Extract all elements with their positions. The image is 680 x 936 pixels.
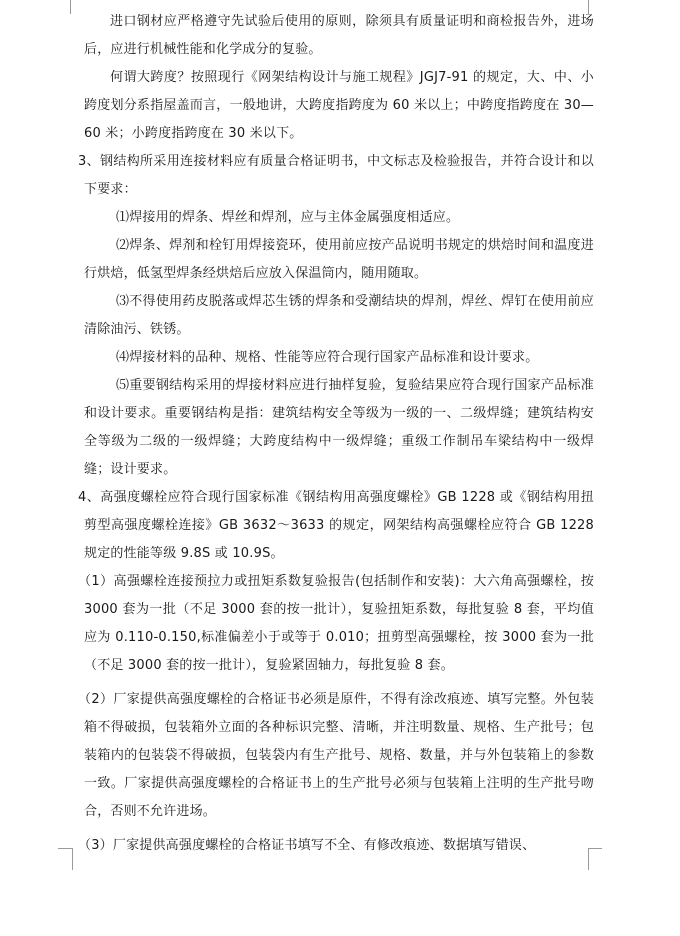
paragraph-section-4: 4、高强度螺栓应符合现行国家标准《钢结构用高强度螺栓》GB 1228 或《钢结构用扭剪型高强度螺栓连接》GB 3632～3633 的规定，网架结构高强螺栓应符合 GB 1228 规定的性能等级 9.8S 或 10.9S。 xyxy=(78,490,594,561)
paragraph-item-4: ⑷焊接材料的品种、规格、性能等应符合现行国家产品标准和设计要求。 xyxy=(116,350,539,365)
paragraph-item-2: ⑵焊条、焊剂和栓钉用焊接瓷环，使用前应按产品说明书规定的烘焙时间和温度进行烘焙，低氢型焊条经烘焙后应放入保温筒内，随用随取。 xyxy=(84,238,594,281)
paragraph-bolt-1: （1）高强螺栓连接预拉力或扭矩系数复验报告(包括制作和安装)：大六角高强螺栓，按 3000 套为一批（不足 3000 套的按一批计），复验扭矩系数，每批复验 8 套，平均值应为 0.110-0.150,标准偏差小于或等于 0.010；扭剪型高强螺栓，按 3000 套为一批（不足 3000 套的按一批计），复验紧固轴力，每批复验 8 套。 xyxy=(78,574,594,673)
paragraph-large-span: 何谓大跨度？按照现行《网架结构设计与施工规程》JGJ7-91 的规定，大、中、小跨度划分系指屋盖而言，一般地讲，大跨度指跨度为 60 米以上；中跨度指跨度在 30—60 米；小跨度指跨度在 30 米以下。 xyxy=(84,70,594,141)
paragraph-section-3: 3、钢结构所采用连接材料应有质量合格证明书，中文标志及检验报告，并符合设计和以下要求： xyxy=(78,154,594,197)
paragraph-bolt-2: （2）厂家提供高强度螺栓的合格证书必须是原件，不得有涂改痕迹、填写完整。外包装箱不得破损，包装箱外立面的各种标识完整、清晰，并注明数量、规格、生产批号；包装箱内的包装袋不得破损，包装袋内有生产批号、规格、数量，并与外包装箱上的参数一致。厂家提供高强度螺栓的合格证书上的生产批号必须与包装箱上注明的生产批号吻合，否则不允许进场。 xyxy=(78,692,594,819)
paragraph-bolt-3: （3）厂家提供高强度螺栓的合格证书填写不全、有修改痕迹、数据填写错误、 xyxy=(78,838,536,853)
paragraph-item-3: ⑶不得使用药皮脱落或焊芯生锈的焊条和受潮结块的焊剂，焊丝、焊钉在使用前应清除油污、铁锈。 xyxy=(84,294,594,337)
paragraph-item-5: ⑸重要钢结构采用的焊接材料应进行抽样复验，复验结果应符合现行国家产品标准和设计要求。重要钢结构是指：建筑结构安全等级为一级的一、二级焊缝；建筑结构安全等级为二级的一级焊缝；大跨度结构中一级焊缝；重级工作制吊车梁结构中一级焊缝；设计要求。 xyxy=(84,378,594,477)
document-body xyxy=(78,8,594,860)
crop-mark-bottom-left-h xyxy=(58,848,72,849)
crop-mark-bottom-left-v xyxy=(72,848,73,870)
paragraph-imported-steel: 进口钢材应严格遵守先试验后使用的原则，除须具有质量证明和商检报告外，进场后，应进行机械性能和化学成分的复验。 xyxy=(84,14,594,57)
paragraph-item-1: ⑴焊接用的焊条、焊丝和焊剂，应与主体金属强度相适应。 xyxy=(116,210,460,225)
crop-mark-top-left-v xyxy=(70,0,71,14)
